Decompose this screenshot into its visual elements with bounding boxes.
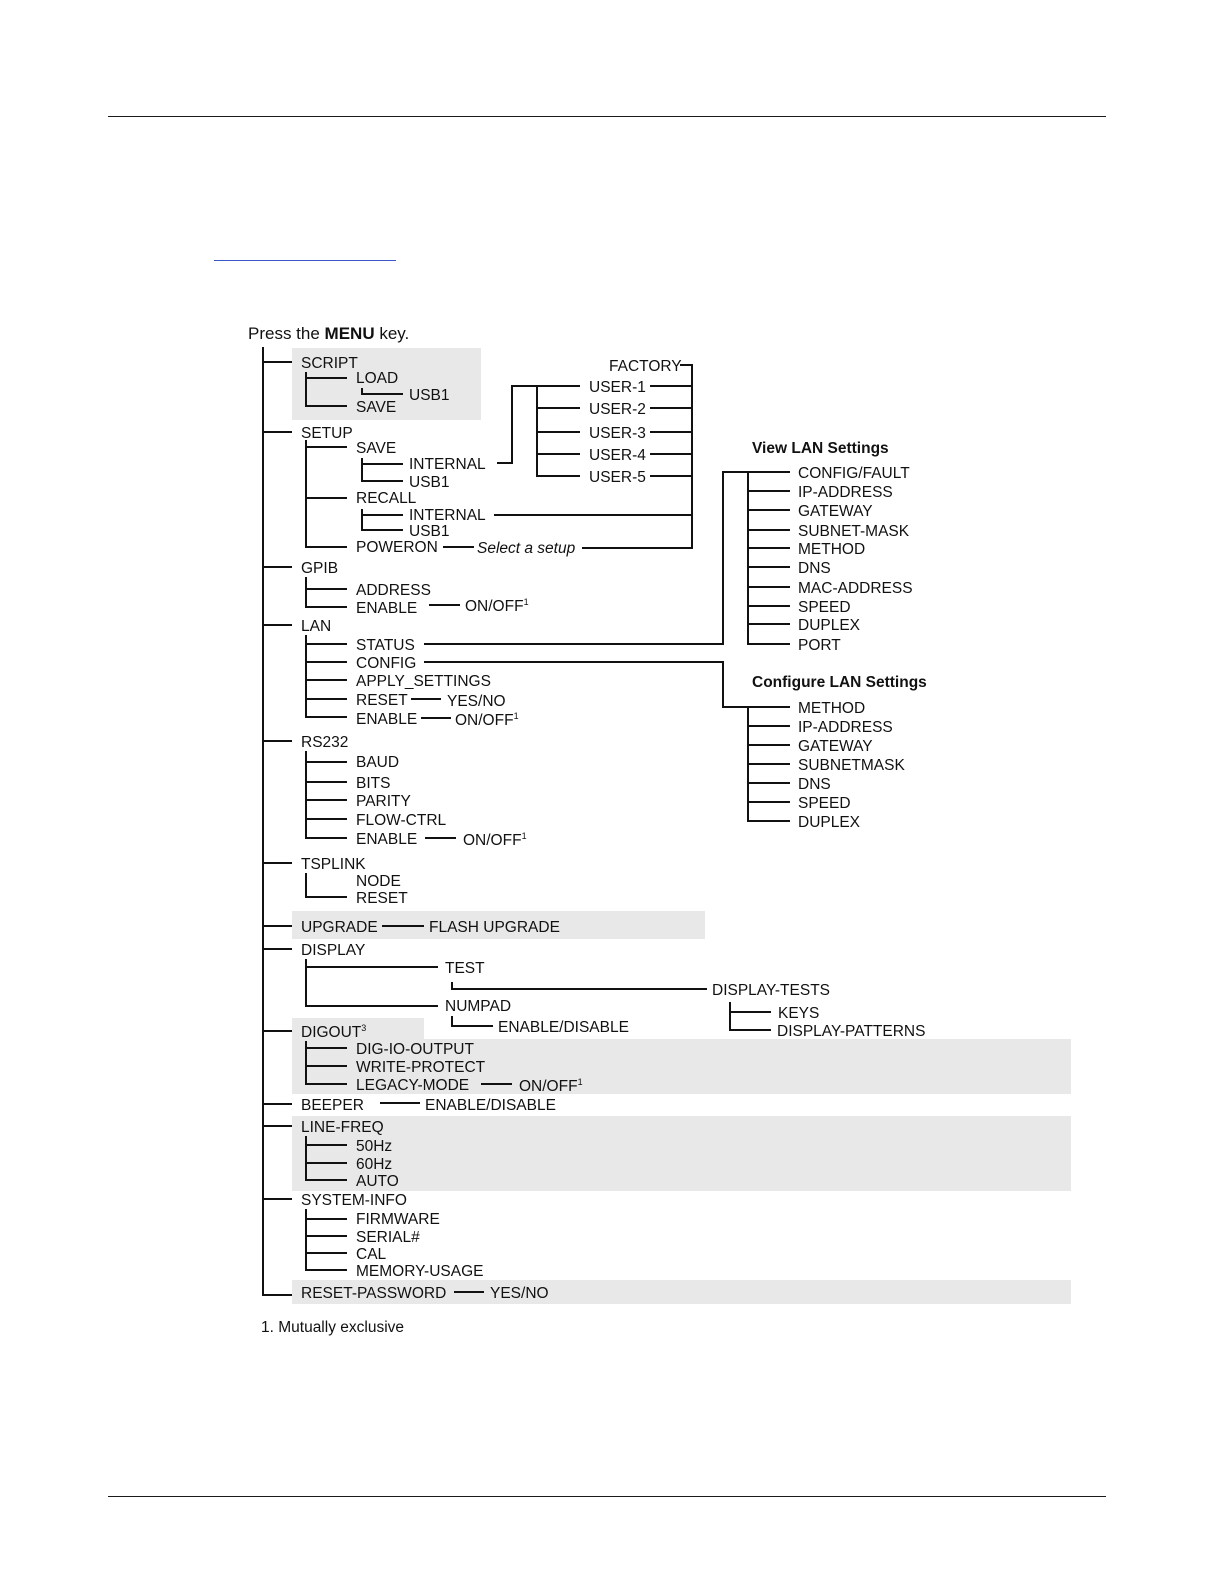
menu-system-info-firmware: FIRMWARE xyxy=(356,1211,440,1228)
display-tests-patterns: DISPLAY-PATTERNS xyxy=(777,1023,926,1040)
configure-lan-heading: Configure LAN Settings xyxy=(752,674,927,691)
menu-digout: DIGOUT$^3$ xyxy=(301,1023,367,1041)
menu-script-save: SAVE xyxy=(356,399,397,416)
view-lan-item: DNS xyxy=(798,560,831,577)
factory-label: FACTORY xyxy=(609,358,682,375)
menu-system-info-serial: SERIAL# xyxy=(356,1229,420,1246)
rs232-onoff: ON/OFF$^1$ xyxy=(463,831,527,849)
menu-digout-write-protect: WRITE-PROTECT xyxy=(356,1059,486,1076)
configure-lan-item: DUPLEX xyxy=(798,814,861,831)
menu-setup-recall-internal: INTERNAL xyxy=(409,507,486,524)
menu-lan-enable: ENABLE xyxy=(356,711,418,728)
view-lan-heading: View LAN Settings xyxy=(752,440,889,457)
highlight-line-freq xyxy=(292,1116,1071,1191)
menu-script: SCRIPT xyxy=(301,355,358,372)
menu-display-test: TEST xyxy=(445,960,485,977)
view-lan-item: METHOD xyxy=(798,541,866,558)
flash-upgrade: FLASH UPGRADE xyxy=(429,919,560,936)
user-1-label: USER-1 xyxy=(589,379,646,396)
menu-reset-password: RESET-PASSWORD xyxy=(301,1285,447,1302)
beeper-enable-disable: ENABLE/DISABLE xyxy=(425,1097,556,1114)
menu-lan-status: STATUS xyxy=(356,637,415,654)
menu-setup: SETUP xyxy=(301,425,353,442)
gpib-onoff: ON/OFF$^1$ xyxy=(465,597,529,615)
intro-text: Press the MENU key. xyxy=(248,324,410,343)
menu-system-info: SYSTEM-INFO xyxy=(301,1192,407,1209)
menu-setup-poweron: POWERON xyxy=(356,539,438,556)
menu-gpib-address: ADDRESS xyxy=(356,582,431,599)
view-lan-item: GATEWAY xyxy=(798,503,873,520)
select-setup-label: Select a setup xyxy=(477,540,576,557)
view-lan-item: SPEED xyxy=(798,599,851,616)
menu-upgrade: UPGRADE xyxy=(301,919,378,936)
menu-tsplink-reset: RESET xyxy=(356,890,408,907)
menu-script-usb1: USB1 xyxy=(409,387,450,404)
configure-lan-item: SPEED xyxy=(798,795,851,812)
menu-script-load: LOAD xyxy=(356,370,399,387)
menu-gpib: GPIB xyxy=(301,560,339,577)
reset-password-yesno: YES/NO xyxy=(490,1285,549,1302)
configure-lan-item: METHOD xyxy=(798,700,866,717)
menu-rs232-bits: BITS xyxy=(356,775,391,792)
menu-setup-recall: RECALL xyxy=(356,490,417,507)
menu-display-numpad: NUMPAD xyxy=(445,998,512,1015)
menu-rs232-enable: ENABLE xyxy=(356,831,418,848)
menu-setup-save: SAVE xyxy=(356,440,397,457)
menu-rs232-flow-ctrl: FLOW-CTRL xyxy=(356,812,447,829)
menu-setup-recall-usb1: USB1 xyxy=(409,523,450,540)
footnote: 1. Mutually exclusive xyxy=(261,1319,405,1336)
menu-system-info-memory-usage: MEMORY-USAGE xyxy=(356,1263,484,1280)
menu-digout-legacy-mode: LEGACY-MODE xyxy=(356,1077,470,1094)
menu-lan-apply-settings: APPLY_SETTINGS xyxy=(356,673,491,690)
menu-system-info-cal: CAL xyxy=(356,1246,387,1263)
view-lan-item: IP-ADDRESS xyxy=(798,484,893,501)
menu-tsplink: TSPLINK xyxy=(301,856,366,873)
menu-gpib-enable: ENABLE xyxy=(356,600,418,617)
user-3-label: USER-3 xyxy=(589,425,646,442)
menu-lan: LAN xyxy=(301,618,332,635)
menu-display: DISPLAY xyxy=(301,942,366,959)
configure-lan-item: SUBNETMASK xyxy=(798,757,905,774)
lan-reset-yesno: YES/NO xyxy=(447,693,506,710)
menu-beeper: BEEPER xyxy=(301,1097,364,1114)
display-tests-keys: KEYS xyxy=(778,1005,820,1022)
menu-line-freq-60hz: 60Hz xyxy=(356,1156,393,1173)
display-tests: DISPLAY-TESTS xyxy=(712,982,831,999)
numpad-enable-disable: ENABLE/DISABLE xyxy=(498,1019,629,1036)
menu-key-label: MENU xyxy=(324,324,375,343)
view-lan-item: MAC-ADDRESS xyxy=(798,580,913,597)
menu-rs232-parity: PARITY xyxy=(356,793,411,810)
menu-digout-dig-io-output: DIG-IO-OUTPUT xyxy=(356,1041,474,1058)
menu-line-freq: LINE-FREQ xyxy=(301,1119,384,1136)
lan-onoff: ON/OFF$^1$ xyxy=(455,711,519,729)
menu-lan-reset: RESET xyxy=(356,692,408,709)
user-5-label: USER-5 xyxy=(589,469,646,486)
menu-lan-config: CONFIG xyxy=(356,655,417,672)
user-4-label: USER-4 xyxy=(589,447,646,464)
view-lan-item: PORT xyxy=(798,637,841,654)
view-lan-item: DUPLEX xyxy=(798,617,861,634)
configure-lan-item: GATEWAY xyxy=(798,738,873,755)
view-lan-item: CONFIG/FAULT xyxy=(798,465,910,482)
menu-rs232-baud: BAUD xyxy=(356,754,400,771)
menu-setup-save-usb1: USB1 xyxy=(409,474,450,491)
configure-lan-item: IP-ADDRESS xyxy=(798,719,893,736)
user-2-label: USER-2 xyxy=(589,401,646,418)
view-lan-item: SUBNET-MASK xyxy=(798,523,910,540)
menu-line-freq-auto: AUTO xyxy=(356,1173,399,1190)
legacy-onoff: ON/OFF$^1$ xyxy=(519,1077,583,1095)
menu-setup-save-internal: INTERNAL xyxy=(409,456,486,473)
configure-lan-item: DNS xyxy=(798,776,831,793)
menu-tsplink-node: NODE xyxy=(356,873,401,890)
menu-line-freq-50hz: 50Hz xyxy=(356,1138,393,1155)
menu-rs232: RS232 xyxy=(301,734,349,751)
